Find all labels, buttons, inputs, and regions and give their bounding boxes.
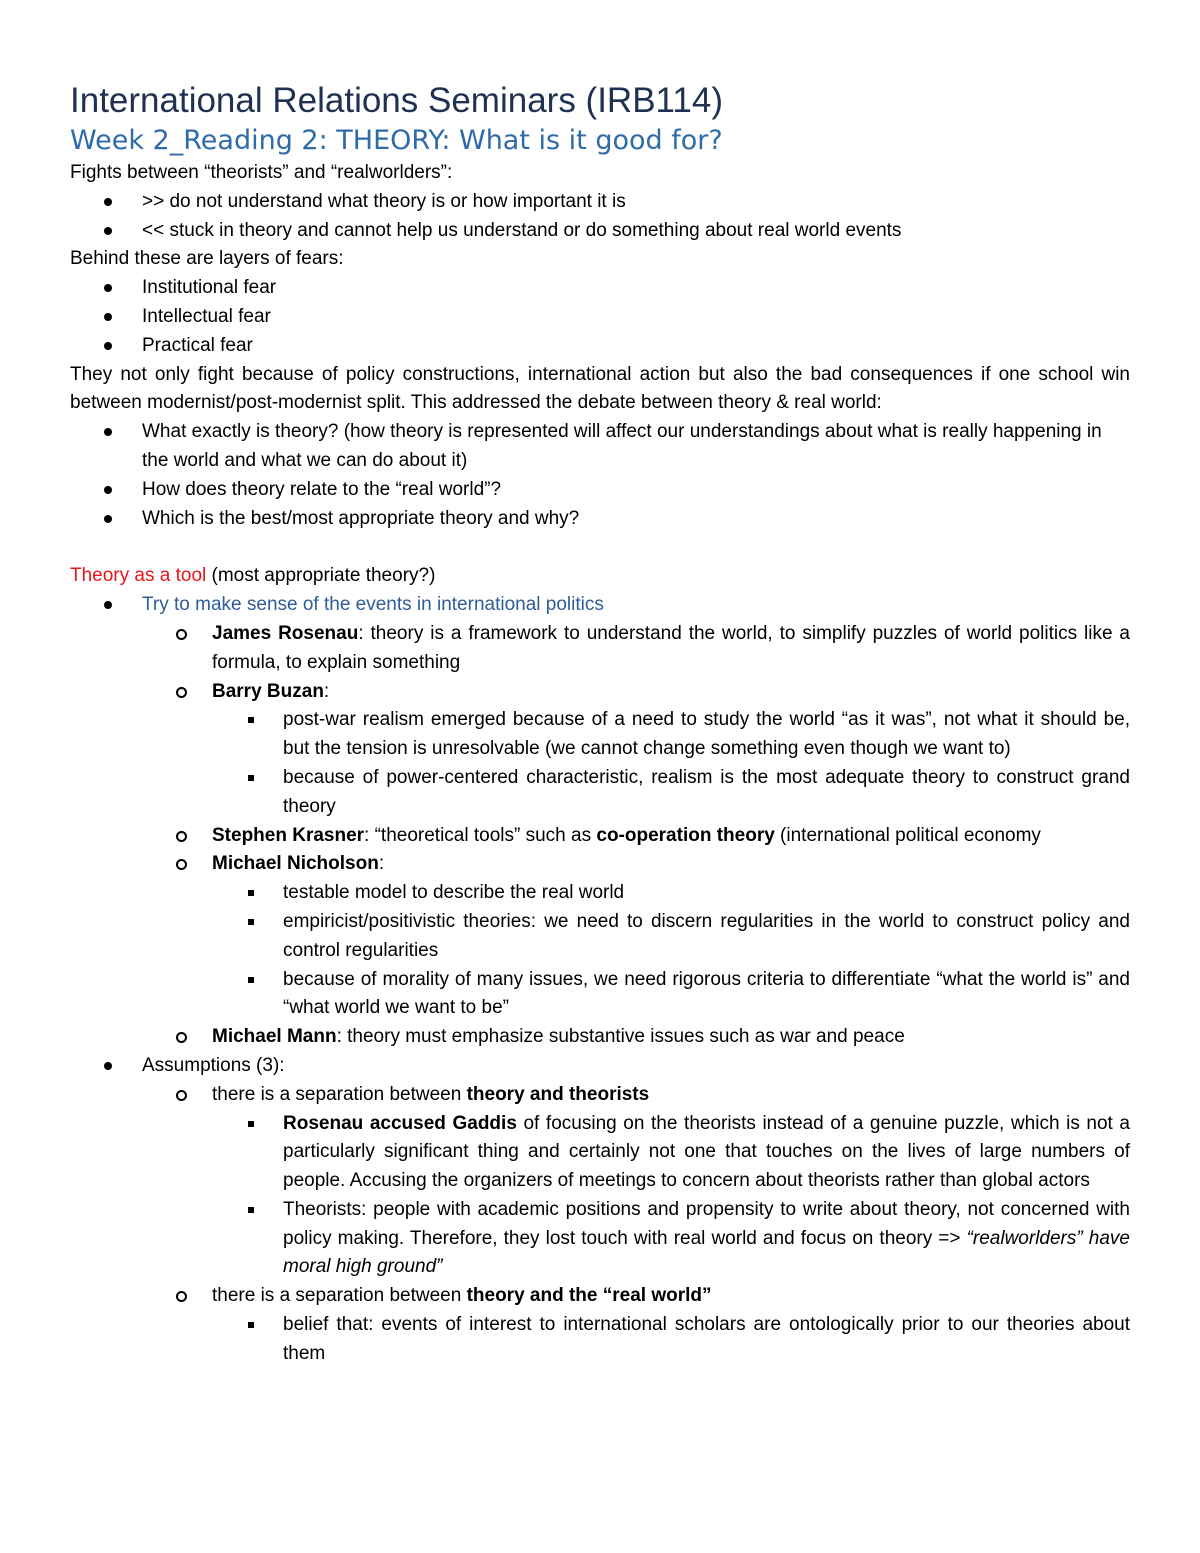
list-item: Rosenau accused Gaddis of focusing on the theorists instead of a genuine puzzle, which is not a particularly significant thing and certainly not one that touches on the lives of large numbers of people. Accusing the organizers of meetings to concern about theorists rather than global actors [70, 1110, 1130, 1196]
section-heading-highlight: Theory as a tool [70, 565, 207, 587]
square-bullet-icon [248, 919, 254, 925]
list-item: there is a separation between theory and the “real world” [70, 1282, 1130, 1311]
list-item: Practical fear [70, 332, 1130, 361]
document-title: International Relations Seminars (IRB114) [70, 81, 724, 120]
list-item: there is a separation between theory and theorists [70, 1081, 1130, 1110]
square-bullet-icon [248, 1207, 254, 1213]
circle-bullet-icon [176, 1291, 187, 1302]
bullet-icon [104, 1062, 112, 1070]
list-item: What exactly is theory? (how theory is represented will affect our understandings about what is really happening in the world and what we can do about it) [70, 418, 1130, 476]
square-bullet-icon [248, 1121, 254, 1127]
list-item: belief that: events of interest to international scholars are ontologically prior to our theories about them [70, 1311, 1130, 1369]
list-item: because of morality of many issues, we need rigorous criteria to differentiate “what the world is” and “what world we want to be” [70, 966, 1130, 1024]
square-bullet-icon [248, 890, 254, 896]
section-list [70, 591, 1130, 1369]
circle-bullet-icon [176, 1032, 187, 1043]
square-bullet-icon [248, 717, 254, 723]
list-item: >> do not understand what theory is or how important it is [70, 188, 1130, 217]
list-item: Intellectual fear [70, 303, 1130, 332]
list-item: Assumptions (3): [70, 1052, 1130, 1081]
fears-list [70, 274, 1130, 360]
spacer [70, 533, 1130, 562]
intro-list [70, 188, 1130, 246]
circle-bullet-icon [176, 831, 187, 842]
bullet-icon [104, 486, 112, 494]
square-bullet-icon [248, 1322, 254, 1328]
list-item: Michael Nicholson: [70, 850, 1130, 879]
questions-list [70, 418, 1130, 533]
list-item: Theorists: people with academic positions and propensity to write about theory, not concerned with policy making. Therefore, they lost touch with real world and focus on theory => “realworlders” have moral high ground” [70, 1196, 1130, 1282]
section-heading: Theory as a tool (most appropriate theory?) [70, 565, 436, 587]
circle-bullet-icon [176, 687, 187, 698]
list-item: How does theory relate to the “real world”? [70, 476, 1130, 505]
list-item: testable model to describe the real world [70, 879, 1130, 908]
list-item: Barry Buzan: [70, 678, 1130, 707]
document-subtitle: Week 2_Reading 2: THEORY: What is it good for? [70, 125, 723, 156]
bullet-icon [104, 227, 112, 235]
circle-bullet-icon [176, 859, 187, 870]
bullet-icon [104, 601, 112, 609]
bullet-icon [104, 313, 112, 321]
bullet-icon [104, 515, 112, 523]
list-item: Michael Mann: theory must emphasize substantive issues such as war and peace [70, 1023, 1130, 1052]
bullet-icon [104, 284, 112, 292]
square-bullet-icon [248, 977, 254, 983]
document-page [70, 78, 1130, 1369]
circle-bullet-icon [176, 629, 187, 640]
list-item: Which is the best/most appropriate theory and why? [70, 505, 1130, 534]
list-item: because of power-centered characteristic, realism is the most adequate theory to construct grand theory [70, 764, 1130, 822]
list-item: Stephen Krasner: “theoretical tools” such as co-operation theory (international political economy [70, 822, 1130, 851]
list-item: James Rosenau: theory is a framework to understand the world, to simplify puzzles of world politics like a formula, to explain something [70, 620, 1130, 678]
intro-heading: Fights between “theorists” and “realworlders”: [70, 162, 453, 183]
list-item: << stuck in theory and cannot help us understand or do something about real world events [70, 217, 1130, 246]
list-item: empiricist/positivistic theories: we need to discern regularities in the world to construct policy and control regularities [70, 908, 1130, 966]
bullet-icon [104, 342, 112, 350]
circle-bullet-icon [176, 1090, 187, 1101]
list-item: Try to make sense of the events in international politics [70, 591, 1130, 620]
fears-heading: Behind these are layers of fears: [70, 248, 344, 270]
square-bullet-icon [248, 775, 254, 781]
list-item: post-war realism emerged because of a need to study the world “as it was”, not what it should be, but the tension is unresolvable (we cannot change something even though we want to) [70, 706, 1130, 764]
list-item: Institutional fear [70, 274, 1130, 303]
fight-paragraph: They not only fight because of policy constructions, international action but also the bad consequences if one school win between modernist/post-modernist split. This addressed the debate between theory & real world: [70, 363, 1130, 414]
bullet-icon [104, 428, 112, 436]
bullet-icon [104, 198, 112, 206]
